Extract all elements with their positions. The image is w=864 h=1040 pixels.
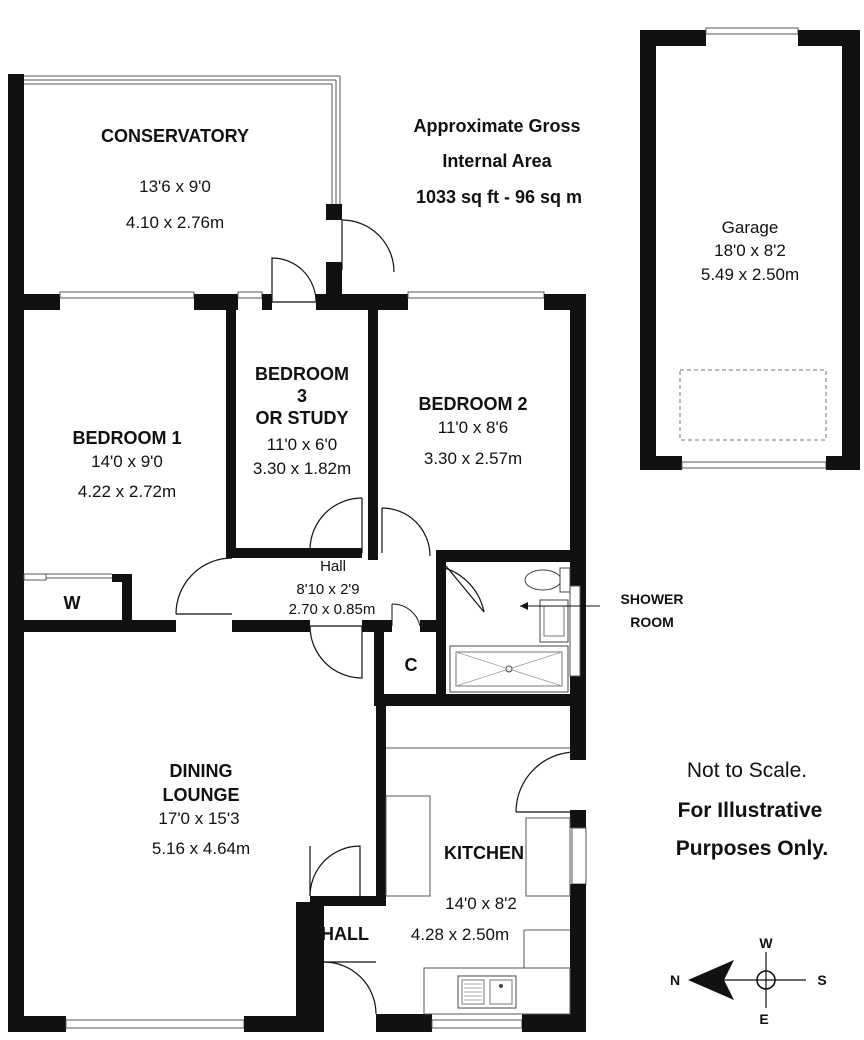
toilet-icon <box>525 570 561 590</box>
area-line3: 1033 sq ft - 96 sq m <box>415 187 583 207</box>
hall-entry-label: HALL <box>321 924 369 944</box>
compass-south: S <box>817 972 827 988</box>
kitchen-name: KITCHEN <box>444 843 524 863</box>
bedroom2-metric: 3.30 x 2.57m <box>423 449 523 468</box>
bedroom2-label <box>418 394 527 468</box>
bedroom2-imperial: 11'0 x 8'6 <box>437 418 509 437</box>
kitchen-imperial: 14'0 x 8'2 <box>445 894 517 913</box>
bedroom3-name1: BEDROOM <box>255 364 349 384</box>
garage-metric: 5.49 x 2.50m <box>700 265 800 284</box>
area-info <box>413 116 582 207</box>
shower-room-label <box>621 591 684 630</box>
bedroom3-name3: OR STUDY <box>255 408 349 428</box>
illustrative-line2: Purposes Only. <box>675 837 829 860</box>
dining-lounge-metric: 5.16 x 4.64m <box>151 839 251 858</box>
conservatory-metric: 4.10 x 2.76m <box>125 213 225 232</box>
garage-name: Garage <box>721 218 779 237</box>
garage-label <box>701 218 799 284</box>
bedroom-walls <box>226 294 586 562</box>
compass-west: W <box>759 935 773 951</box>
dining-lounge-imperial: 17'0 x 15'3 <box>158 809 240 828</box>
garage-imperial: 18'0 x 8'2 <box>714 241 786 260</box>
disclaimer <box>676 759 829 860</box>
conservatory-name: CONSERVATORY <box>100 126 250 146</box>
bedroom1-imperial: 14'0 x 9'0 <box>91 452 163 471</box>
hall-inner-imperial: 8'10 x 2'9 <box>296 581 360 598</box>
bedroom2-name: BEDROOM 2 <box>418 394 528 414</box>
wardrobe <box>24 558 232 626</box>
cupboard-label: C <box>404 655 418 675</box>
shower-room-name2: ROOM <box>630 614 674 630</box>
shower-room-name1: SHOWER <box>620 591 684 607</box>
bedroom1-name: BEDROOM 1 <box>72 428 182 448</box>
area-line2: Internal Area <box>442 151 552 171</box>
bedroom1-metric: 4.22 x 2.72m <box>77 482 177 501</box>
wardrobe-label: W <box>63 593 81 613</box>
bedroom3-imperial: 11'0 x 6'0 <box>266 435 338 454</box>
bedroom3-name2: 3 <box>296 386 308 406</box>
kitchen-metric: 4.28 x 2.50m <box>410 925 510 944</box>
wall-left <box>8 300 24 1032</box>
area-line1: Approximate Gross <box>413 116 581 136</box>
hall-inner-name: Hall <box>320 558 346 575</box>
bedroom1-label <box>72 428 181 501</box>
illustrative-line1: For Illustrative <box>677 799 823 822</box>
dining-lounge-name2: LOUNGE <box>162 785 240 805</box>
wall-upper <box>8 258 586 310</box>
bedroom3-metric: 3.30 x 1.82m <box>252 459 352 478</box>
compass-east: E <box>759 1011 769 1027</box>
hall-inner-label <box>289 558 376 618</box>
conservatory-label <box>101 126 249 232</box>
dining-lounge-label <box>152 761 250 858</box>
conservatory-imperial: 13'6 x 9'0 <box>139 177 211 196</box>
not-to-scale: Not to Scale. <box>686 759 808 782</box>
bedroom3-label <box>253 364 351 478</box>
compass <box>688 952 806 1008</box>
dining-lounge-name1: DINING <box>169 761 233 781</box>
lower-walls <box>8 700 586 1032</box>
compass-north: N <box>669 972 681 988</box>
hall-inner-metric: 2.70 x 0.85m <box>288 601 376 618</box>
